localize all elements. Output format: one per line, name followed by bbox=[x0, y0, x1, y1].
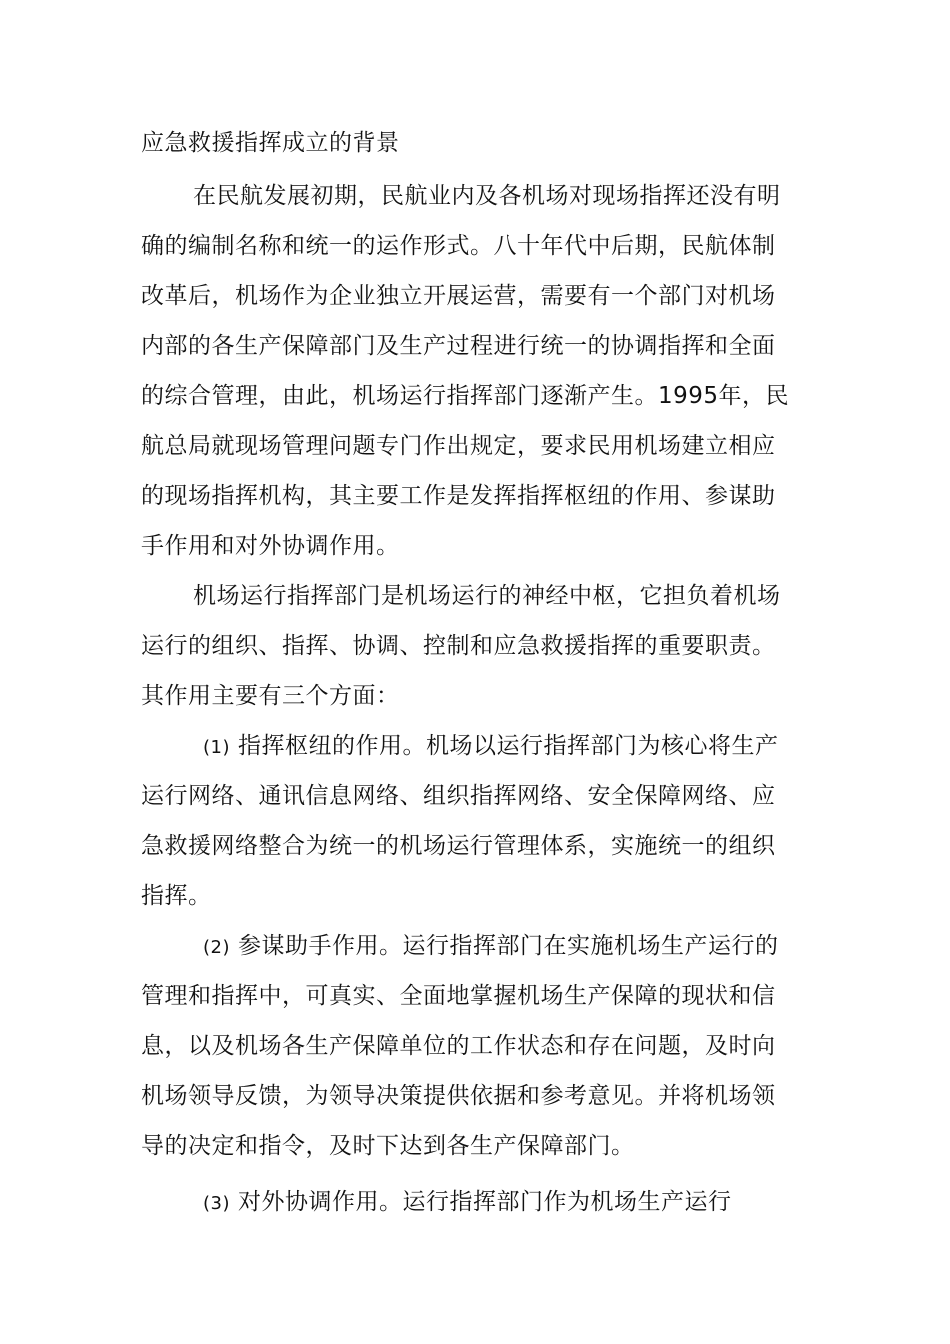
list-item-1-line-4: 指挥。 bbox=[141, 883, 212, 909]
list-item-2-line-2: 管理和指挥中，可真实、全面地掌握机场生产保障的现状和信 bbox=[141, 983, 776, 1009]
paragraph-1-line-1: 在民航发展初期，民航业内及各机场对现场指挥还没有明 bbox=[193, 183, 781, 209]
list-item-1-first-line bbox=[203, 731, 779, 763]
list-item-2-number: (2) bbox=[203, 937, 230, 958]
paragraph-1-line-3: 改革后，机场作为企业独立开展运营，需要有一个部门对机场 bbox=[141, 283, 776, 309]
list-item-3-first-line bbox=[203, 1187, 732, 1219]
list-item-1-number: (1) bbox=[203, 737, 230, 758]
list-item-2-first-line bbox=[203, 931, 779, 963]
list-item-2-line-1: 参谋助手作用。运行指挥部门在实施机场生产运行的 bbox=[238, 933, 779, 959]
list-item-1-line-3: 急救援网络整合为统一的机场运行管理体系，实施统一的组织 bbox=[141, 833, 776, 859]
paragraph-2-line-3: 其作用主要有三个方面： bbox=[141, 683, 400, 709]
list-item-2-line-5: 导的决定和指令，及时下达到各生产保障部门。 bbox=[141, 1133, 635, 1159]
paragraph-1-line-5: 的综合管理，由此，机场运行指挥部门逐渐产生。1995年，民 bbox=[141, 383, 790, 409]
paragraph-1-line-2: 确的编制名称和统一的运作形式。八十年代中后期，民航体制 bbox=[141, 233, 776, 259]
paragraph-2-line-2: 运行的组织、指挥、协调、控制和应急救援指挥的重要职责。 bbox=[141, 633, 776, 659]
list-item-1-line-2: 运行网络、通讯信息网络、组织指挥网络、安全保障网络、应 bbox=[141, 783, 776, 809]
list-item-3-line-1: 对外协调作用。运行指挥部门作为机场生产运行 bbox=[238, 1189, 732, 1215]
list-item-2-line-3: 息，以及机场各生产保障单位的工作状态和存在问题，及时向 bbox=[141, 1033, 776, 1059]
paragraph-2-line-1: 机场运行指挥部门是机场运行的神经中枢，它担负着机场 bbox=[193, 583, 781, 609]
list-item-1-line-1: 指挥枢纽的作用。机场以运行指挥部门为核心将生产 bbox=[238, 733, 779, 759]
paragraph-1-line-4: 内部的各生产保障部门及生产过程进行统一的协调指挥和全面 bbox=[141, 333, 776, 359]
paragraph-1-line-6: 航总局就现场管理问题专门作出规定，要求民用机场建立相应 bbox=[141, 433, 776, 459]
document-title: 应急救援指挥成立的背景 bbox=[141, 130, 400, 156]
list-item-3-number: (3) bbox=[203, 1193, 230, 1214]
list-item-2-line-4: 机场领导反馈，为领导决策提供依据和参考意见。并将机场领 bbox=[141, 1083, 776, 1109]
paragraph-1-line-8: 手作用和对外协调作用。 bbox=[141, 533, 400, 559]
paragraph-1-line-7: 的现场指挥机构，其主要工作是发挥指挥枢纽的作用、参谋助 bbox=[141, 483, 776, 509]
